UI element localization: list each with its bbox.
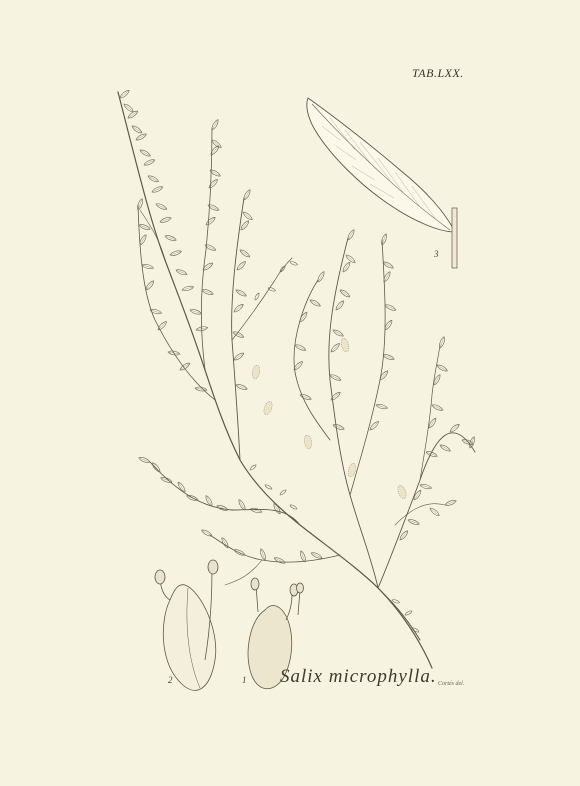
figure-2-number: 2 xyxy=(168,675,173,685)
species-name: Salix microphylla. xyxy=(280,666,437,687)
plant-stem xyxy=(118,92,475,668)
artist-credit: Cortés del. xyxy=(438,681,465,687)
figure-3-number: 3 xyxy=(434,249,439,259)
plant-leaves xyxy=(119,89,476,633)
figure-1-number: 1 xyxy=(242,675,247,685)
figure-2-bract xyxy=(155,560,218,690)
catkins xyxy=(251,337,407,499)
plate-number: TAB.LXX. xyxy=(412,66,464,80)
